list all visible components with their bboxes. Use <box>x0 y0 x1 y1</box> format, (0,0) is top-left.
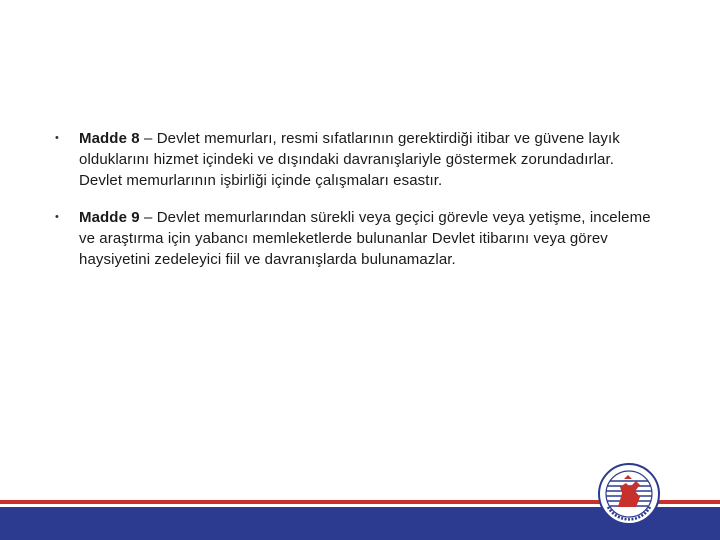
bullet-text <box>79 207 655 270</box>
bullet-list <box>55 128 655 286</box>
article-title: Madde 8 <box>79 130 140 147</box>
bullet-item-madde-8 <box>55 128 655 191</box>
article-body: – Devlet memurları, resmi sıfatlarının gerektirdiği itibar ve güvene layık olduklarını hizmet içindeki ve dışındaki davranışlariyle göstermek zorundadırlar. Devlet memurlarının işbirliği içinde çalışmaları esastır. <box>79 130 620 189</box>
bullet-text <box>79 128 655 191</box>
article-title: Madde 9 <box>79 209 140 226</box>
bullet-item-madde-9 <box>55 207 655 270</box>
bullet-marker: • <box>55 211 59 223</box>
article-body: – Devlet memurlarından sürekli veya geçici görevle veya yetişme, inceleme ve araştırma için yabancı memleketlerde bulunanlar Devlet itibarını veya görev haysiyetini zedeleyici fiil ve davranışlarda bulunamazlar. <box>79 209 651 268</box>
bullet-marker: • <box>55 132 59 144</box>
seal-graphic <box>598 463 660 525</box>
university-seal-icon <box>598 463 660 525</box>
